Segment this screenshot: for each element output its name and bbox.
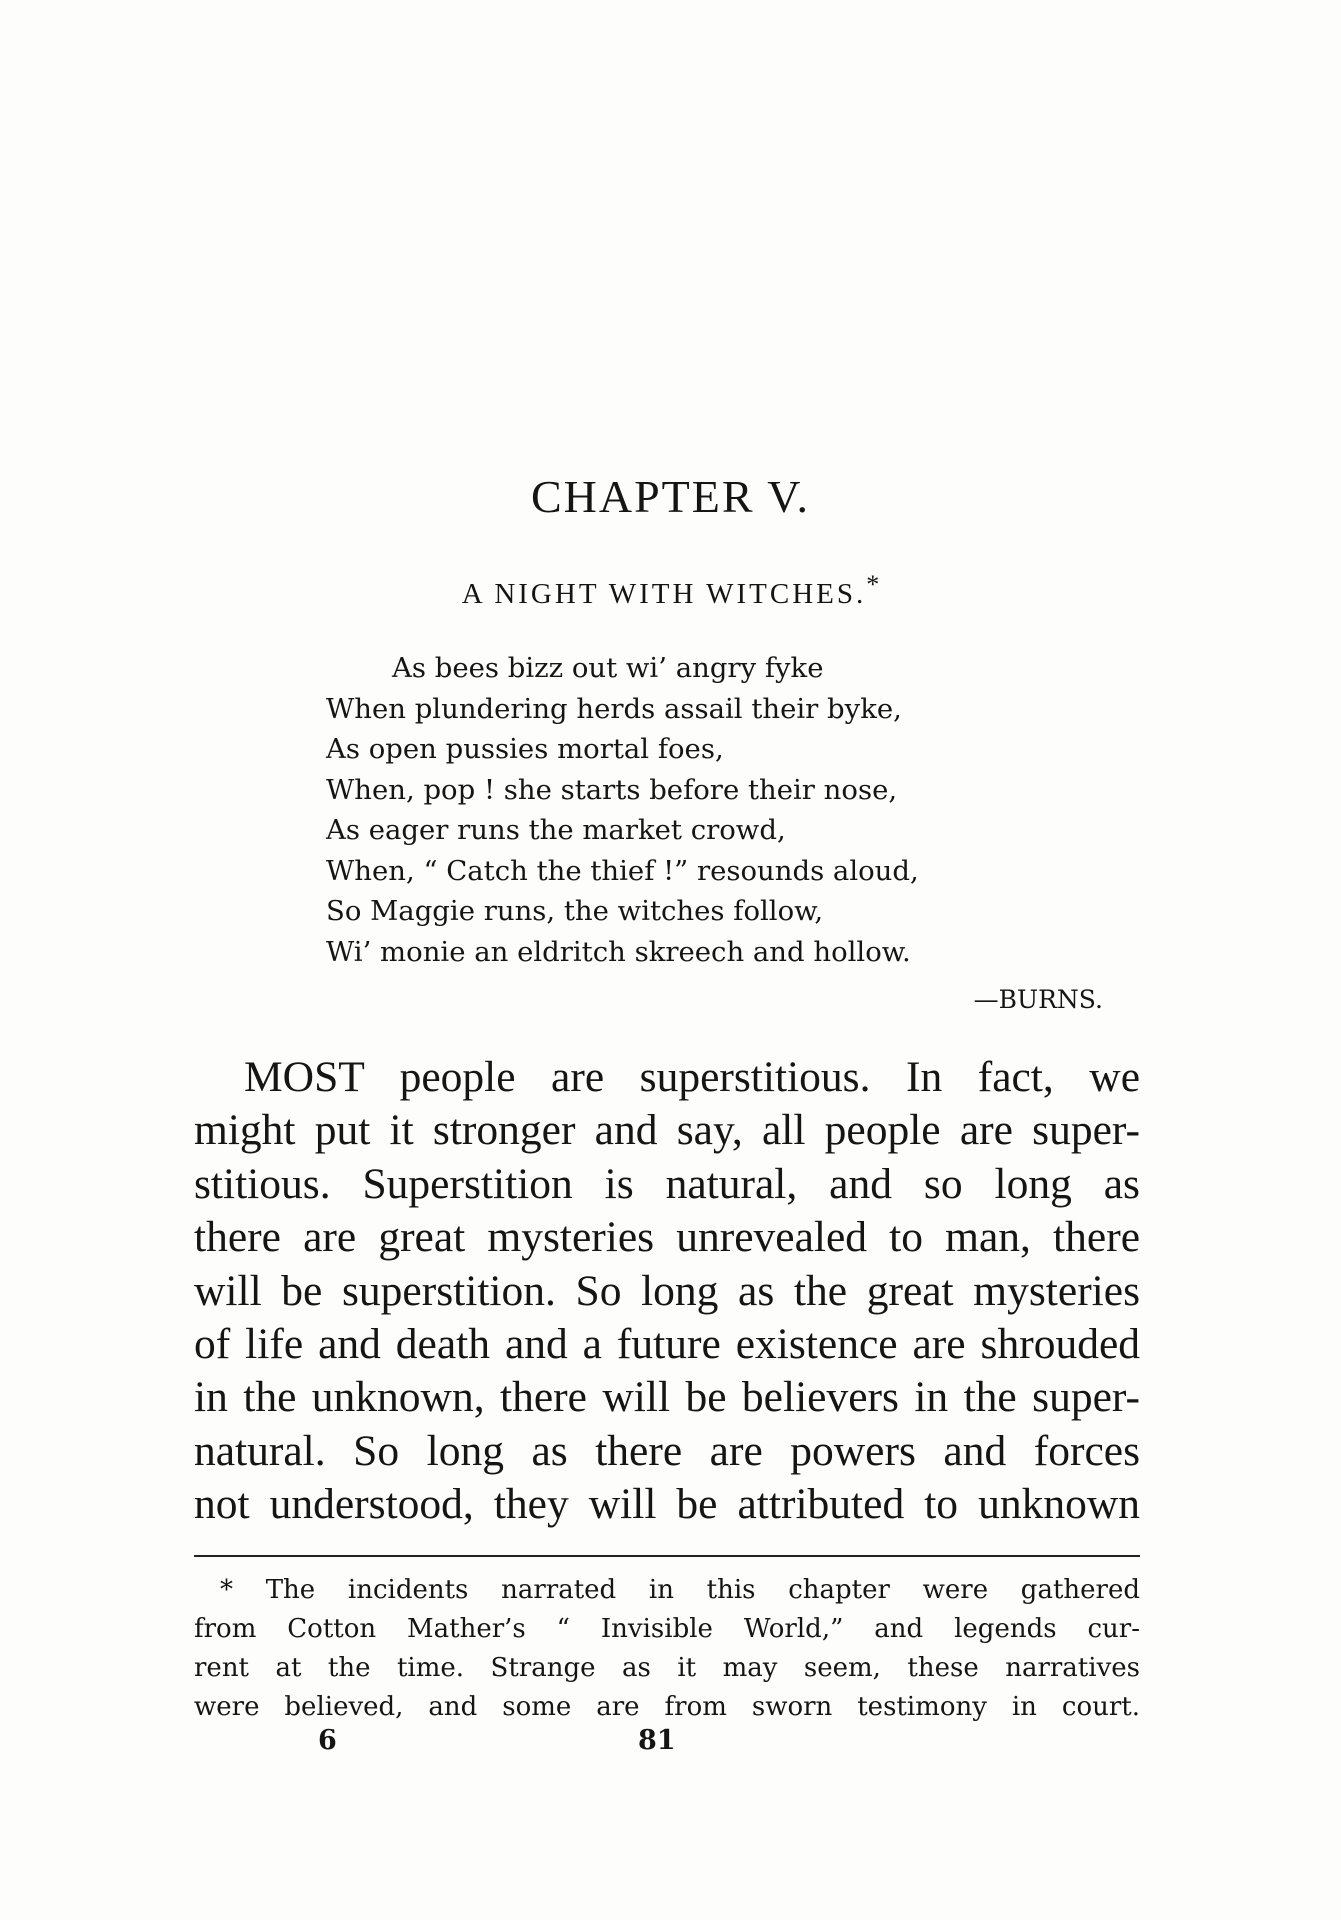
body-line: natural. So long as there are powers and forces (194, 1426, 1140, 1475)
poem-line: As open pussies mortal foes, (326, 733, 724, 765)
footnote-line: * The incidents narrated in this chapter were gathered (220, 1575, 1140, 1605)
signature-mark: 6 (318, 1725, 337, 1756)
body-line: there are great mysteries unrevealed to man, there (194, 1213, 1140, 1262)
footnote-marker: * (866, 570, 880, 599)
poem-line: When, pop ! she starts before their nose, (326, 773, 898, 806)
body-line: in the unknown, there will be believers in the super- (194, 1373, 1140, 1422)
poem-line: As bees bizz out wi’ angry fyke (392, 652, 824, 684)
poem-line: When, “ Catch the thief !” resounds aloud, (326, 854, 919, 887)
footnote-divider (194, 1555, 1140, 1557)
body-line: of life and death and a future existence are shrouded (194, 1320, 1140, 1369)
chapter-title: CHAPTER V. (530, 471, 811, 522)
page-footer (0, 1725, 1341, 1765)
body-line: not understood, they will be attributed to unknown (194, 1480, 1140, 1529)
footnote-line: were believed, and some are from sworn testimony in court. (194, 1692, 1140, 1722)
body-line: might put it stronger and say, all people are super- (194, 1106, 1140, 1155)
page-number: 81 (638, 1725, 676, 1756)
footnote-line: rent at the time. Strange as it may seem, these narratives (194, 1653, 1140, 1683)
poem-line: When plundering herds assail their byke, (326, 692, 902, 725)
body-line: stitious. Superstition is natural, and so long as (194, 1159, 1140, 1208)
chapter-subtitle (0, 570, 1341, 611)
chapter-subtitle-text: A NIGHT WITH WITCHES. (461, 578, 867, 610)
body-line: will be superstition. So long as the great mysteries (194, 1266, 1140, 1315)
footnote-line: from Cotton Mather’s “ Invisible World,” and legends cur- (194, 1614, 1140, 1644)
poem-line: So Maggie runs, the witches follow, (326, 895, 824, 927)
poem-line: As eager runs the market crowd, (326, 814, 786, 846)
body-paragraph (194, 1051, 1140, 1532)
body-line: MOST people are superstitious. In fact, we (244, 1053, 1140, 1101)
epigraph-attribution: —BURNS. (973, 985, 1103, 1014)
poem-line: Wi’ monie an eldritch skreech and hollow. (326, 935, 911, 968)
footnote (194, 1571, 1140, 1727)
epigraph-poem (326, 648, 1126, 972)
